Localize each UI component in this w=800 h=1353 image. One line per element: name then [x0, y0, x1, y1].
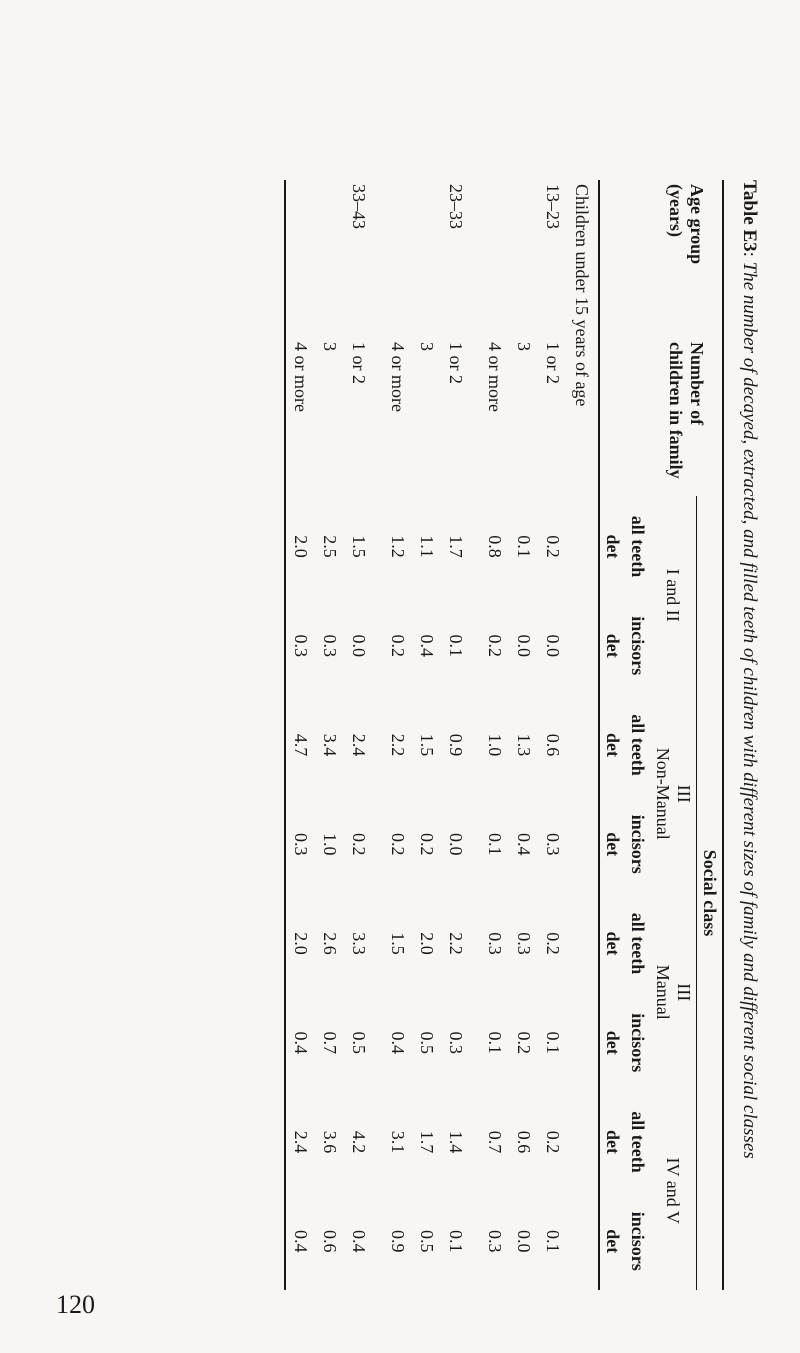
cell-age — [383, 180, 412, 338]
cell-value: 0.1 — [543, 1229, 563, 1253]
table-container — [40, 180, 760, 1290]
cell-value: 1.5 — [388, 932, 408, 955]
table-caption: Table E3: The number of decayed, extracted, and filled teeth of children with different sizes of family and different social classes — [739, 180, 760, 1159]
cell-value: 0.5 — [349, 1031, 369, 1054]
cell-value: 0.9 — [446, 733, 466, 757]
cell-value: 1.0 — [320, 832, 340, 856]
cell-value: 0.3 — [320, 634, 340, 657]
cell-value: 0.3 — [446, 1031, 466, 1054]
group-header-1: I and II — [650, 496, 697, 694]
cell-value: 0.3 — [291, 634, 311, 657]
cell-value: 0.0 — [446, 832, 466, 856]
cell-age: 13–23 — [543, 184, 563, 229]
table-number: Table E3 — [739, 180, 760, 252]
cell-value: 1.7 — [446, 535, 466, 558]
cell-value: 0.3 — [514, 932, 534, 955]
col-header-1: all teeth — [628, 515, 648, 578]
table-subcaption: Children under 15 years of age — [572, 184, 592, 407]
cell-age: 33–43 — [349, 184, 369, 229]
cell-value: 3.3 — [349, 932, 369, 955]
table-row — [441, 180, 470, 1290]
cell-value: 0.0 — [514, 634, 534, 657]
cell-age: 23–33 — [446, 184, 466, 229]
cell-children: 1 or 2 — [543, 342, 563, 384]
cell-value: 0.7 — [320, 1031, 340, 1054]
cell-age — [315, 180, 344, 338]
cell-value: 0.6 — [320, 1229, 340, 1253]
cell-value: 0.5 — [417, 1031, 437, 1054]
cell-value: 0.9 — [388, 1229, 408, 1253]
cell-value: 0.0 — [349, 634, 369, 657]
cell-value: 0.3 — [485, 932, 505, 955]
table-row — [315, 180, 344, 1290]
cell-value: 0.2 — [543, 932, 563, 955]
col-subheader-8: det — [603, 1229, 623, 1254]
table-caption-text: The number of decayed, extracted, and filled teeth of children with different sizes of family and different social classes — [739, 261, 760, 1159]
table-row — [344, 180, 373, 1290]
cell-value: 0.2 — [543, 535, 563, 558]
cell-value: 4.2 — [349, 1130, 369, 1154]
cell-value: 2.2 — [446, 932, 466, 955]
cell-value: 0.6 — [514, 1130, 534, 1154]
page-number: 120 — [56, 1290, 95, 1319]
col-subheader-5: det — [603, 931, 623, 956]
cell-value: 4.7 — [291, 733, 311, 757]
cell-value: 3.1 — [388, 1130, 408, 1154]
cell-value: 1.0 — [485, 733, 505, 757]
cell-value: 0.5 — [417, 1229, 437, 1253]
col-header-2: incisors — [628, 616, 648, 676]
cell-value: 1.4 — [446, 1130, 466, 1154]
cell-value: 0.7 — [485, 1130, 505, 1154]
cell-value: 0.1 — [446, 1229, 466, 1253]
cell-age — [509, 180, 538, 338]
group-header-2: III Non-Manual — [650, 694, 697, 892]
col-header-7: all teeth — [628, 1111, 648, 1173]
social-class-header: Social class — [700, 849, 720, 937]
cell-value: 2.2 — [388, 733, 408, 757]
stub-header-children: Number of children in family — [666, 342, 707, 479]
cell-value: 0.2 — [388, 634, 408, 657]
cell-age — [285, 180, 315, 338]
cell-value: 0.2 — [417, 832, 437, 856]
table-row — [538, 180, 567, 1290]
cell-value: 0.0 — [514, 1229, 534, 1253]
cell-value: 3.4 — [320, 733, 340, 757]
group-header-4: IV and V — [650, 1091, 697, 1290]
cell-value: 0.2 — [388, 832, 408, 856]
cell-value: 2.6 — [320, 932, 340, 955]
col-header-4: incisors — [628, 814, 648, 874]
cell-value: 0.1 — [446, 634, 466, 657]
cell-children: 1 or 2 — [446, 342, 466, 384]
cell-age — [412, 180, 441, 338]
table-row — [509, 180, 538, 1290]
cell-value: 1.7 — [417, 1130, 437, 1154]
cell-value: 2.0 — [291, 535, 311, 558]
data-table — [284, 180, 724, 1290]
cell-value: 0.4 — [514, 832, 534, 856]
cell-value: 0.4 — [291, 1031, 311, 1054]
cell-value: 0.2 — [514, 1031, 534, 1054]
cell-children: 3 — [514, 342, 534, 351]
cell-age — [480, 180, 509, 338]
cell-value: 0.4 — [417, 634, 437, 657]
col-subheader-4: det — [603, 832, 623, 857]
cell-value: 1.2 — [388, 535, 408, 558]
cell-value: 2.0 — [417, 932, 437, 955]
col-header-3: all teeth — [628, 714, 648, 776]
cell-children: 4 or more — [485, 342, 505, 412]
col-subheader-2: det — [603, 633, 623, 658]
col-subheader-3: det — [603, 733, 623, 757]
table-row — [480, 180, 509, 1290]
cell-value: 1.5 — [349, 535, 369, 558]
cell-value: 2.4 — [291, 1130, 311, 1154]
cell-value: 0.2 — [349, 832, 369, 856]
table-row — [383, 180, 412, 1290]
cell-children: 4 or more — [388, 342, 408, 412]
cell-value: 0.4 — [388, 1031, 408, 1054]
cell-value: 0.4 — [291, 1229, 311, 1253]
table-row — [412, 180, 441, 1290]
cell-children: 3 — [320, 342, 340, 351]
cell-value: 0.1 — [485, 1031, 505, 1054]
cell-value: 0.8 — [485, 535, 505, 558]
cell-value: 0.1 — [514, 535, 534, 558]
cell-value: 0.2 — [485, 634, 505, 657]
group-header-3: III Manual — [650, 893, 697, 1091]
cell-children: 1 or 2 — [349, 342, 369, 384]
cell-value: 0.4 — [349, 1229, 369, 1253]
cell-value: 0.1 — [485, 832, 505, 856]
cell-value: 2.4 — [349, 733, 369, 757]
cell-value: 0.1 — [543, 1031, 563, 1054]
cell-value: 0.0 — [543, 634, 563, 657]
cell-value: 1.3 — [514, 733, 534, 757]
col-header-6: incisors — [628, 1013, 648, 1073]
col-header-5: all teeth — [628, 912, 648, 975]
table-row — [285, 180, 315, 1290]
cell-children: 3 — [417, 342, 437, 351]
cell-value: 0.6 — [543, 733, 563, 757]
cell-value: 0.3 — [543, 832, 563, 856]
cell-children: 4 or more — [291, 342, 311, 412]
stub-header-age: Age group (years) — [666, 184, 707, 265]
col-header-8: incisors — [628, 1211, 648, 1271]
col-subheader-7: det — [603, 1129, 623, 1154]
cell-value: 1.5 — [417, 733, 437, 757]
cell-value: 1.1 — [417, 535, 437, 558]
cell-value: 3.6 — [320, 1130, 340, 1154]
cell-value: 0.3 — [485, 1229, 505, 1253]
cell-value: 2.0 — [291, 932, 311, 955]
cell-value: 0.2 — [543, 1130, 563, 1154]
cell-value: 2.5 — [320, 535, 340, 558]
cell-value: 0.3 — [291, 832, 311, 856]
col-subheader-6: det — [603, 1030, 623, 1055]
col-subheader-1: det — [603, 534, 623, 559]
